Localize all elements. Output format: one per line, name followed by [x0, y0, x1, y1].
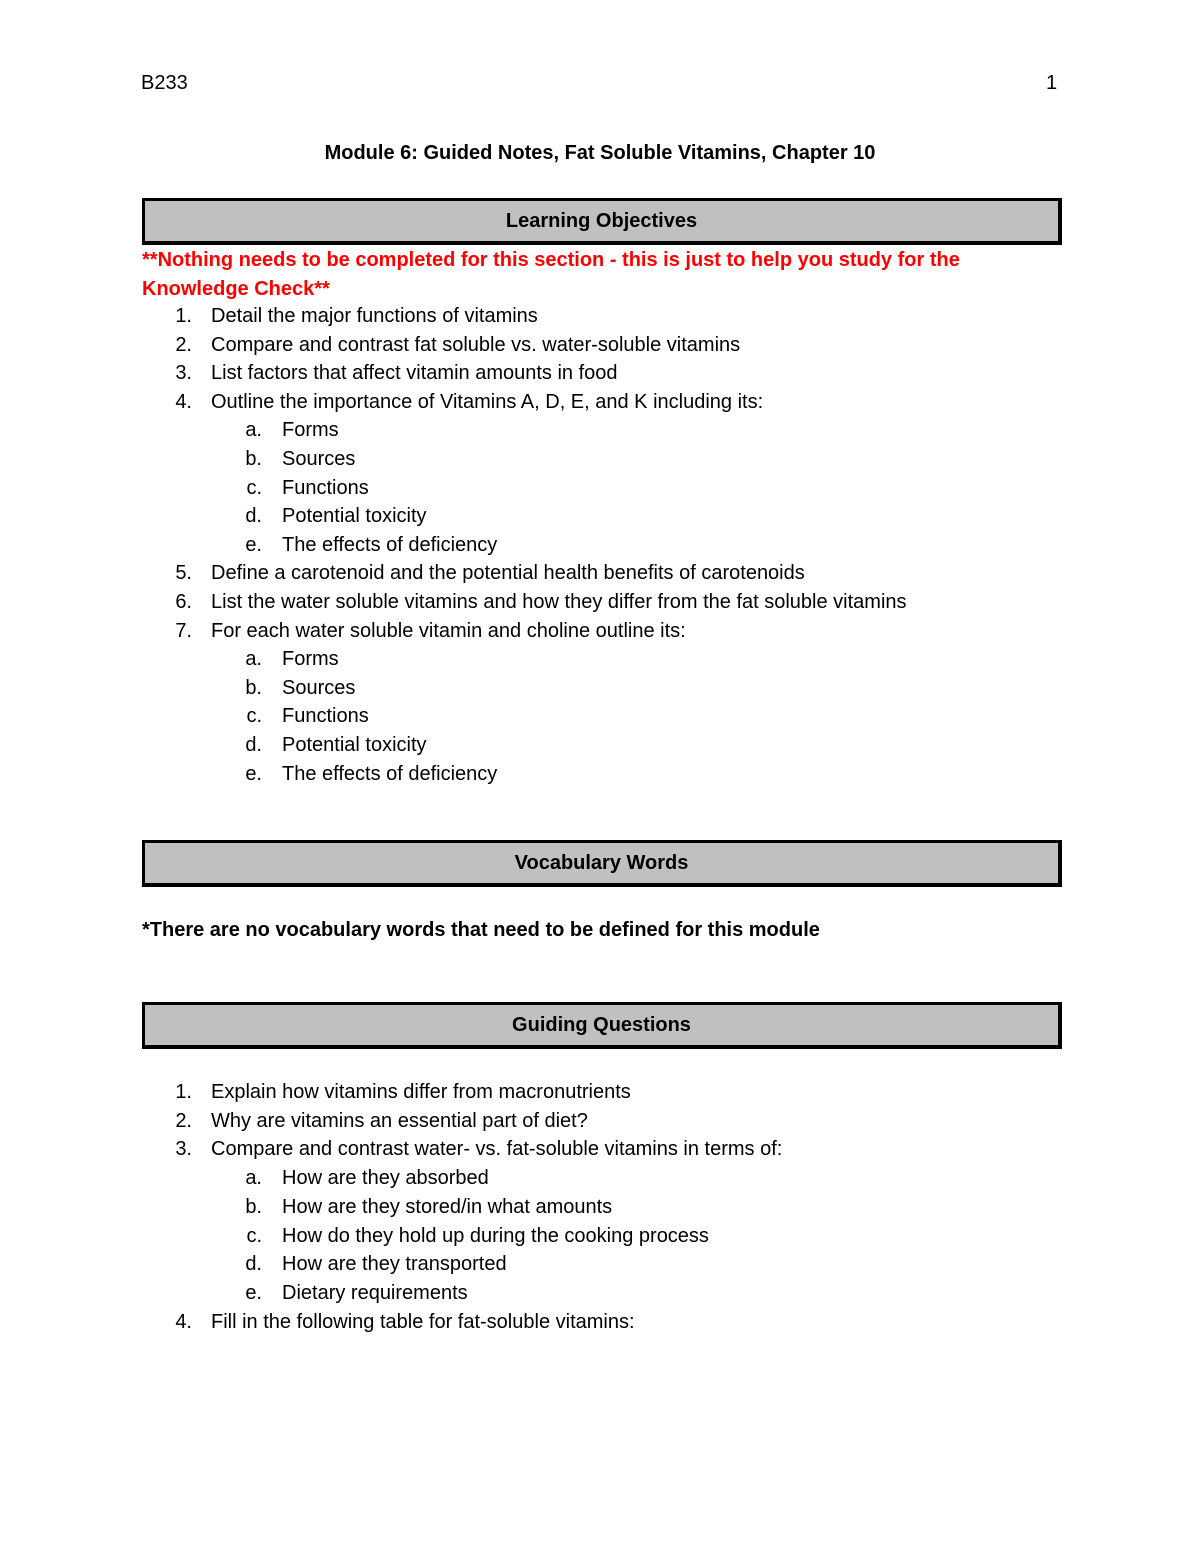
objective-item-text: Sources — [282, 448, 356, 470]
objective-item-text: Potential toxicity — [282, 734, 427, 756]
objective-item-text: Functions — [282, 476, 369, 499]
objective-item-marker: b. — [245, 676, 262, 699]
objective-item-marker: a. — [245, 419, 262, 442]
question-item-marker: 3. — [175, 1138, 192, 1161]
objective-item-marker: e. — [245, 533, 262, 556]
question-item-text: Compare and contrast water- vs. fat-soluble vitamins in terms of: — [211, 1138, 783, 1161]
question-item-marker: a. — [245, 1167, 262, 1190]
objective-item-marker: 4. — [175, 390, 192, 413]
vocabulary-heading: Vocabulary Words — [142, 840, 1062, 887]
question-item-marker: d. — [245, 1253, 262, 1276]
objective-item-marker: 7. — [175, 619, 192, 642]
objective-item-text: List the water soluble vitamins and how they differ from the fat soluble vitamins — [211, 591, 907, 613]
question-item-marker: 4. — [175, 1310, 192, 1333]
study-note-line-2: Knowledge Check** — [142, 278, 330, 300]
page-title: Module 6: Guided Notes, Fat Soluble Vitamins, Chapter 10 — [324, 142, 876, 164]
objective-item-text: Forms — [282, 419, 339, 442]
question-item-text: Fill in the following table for fat-soluble vitamins: — [211, 1310, 635, 1333]
question-item-text: Explain how vitamins differ from macronutrients — [211, 1081, 631, 1103]
objective-item-marker: 1. — [175, 305, 192, 327]
question-item-text: Dietary requirements — [282, 1281, 468, 1304]
objective-item-marker: a. — [245, 648, 262, 671]
objective-item-marker: 5. — [175, 562, 192, 585]
objective-item-marker: 2. — [175, 333, 192, 356]
objective-item-text: Forms — [282, 648, 339, 671]
guiding-questions-heading: Guiding Questions — [142, 1002, 1062, 1049]
objective-item-text: The effects of deficiency — [282, 533, 498, 556]
objective-item-text: Potential toxicity — [282, 505, 427, 528]
objective-item-text: For each water soluble vitamin and choline outline its: — [211, 619, 686, 642]
question-item-text: Why are vitamins an essential part of diet? — [211, 1109, 588, 1132]
question-item-text: How are they absorbed — [282, 1167, 489, 1190]
objective-item-text: Detail the major functions of vitamins — [211, 305, 538, 327]
study-note — [142, 246, 960, 304]
question-item-marker: 2. — [175, 1109, 192, 1132]
objective-item-text: Outline the importance of Vitamins A, D, E, and K including its: — [211, 390, 764, 413]
question-item-marker: b. — [245, 1195, 262, 1218]
question-item-marker: c. — [246, 1224, 262, 1247]
course-code: B233 — [141, 72, 188, 94]
question-item-marker: e. — [245, 1281, 262, 1304]
question-item-text: How do they hold up during the cooking process — [282, 1224, 709, 1247]
objective-item-text: Sources — [282, 676, 356, 699]
question-item-text: How are they stored/in what amounts — [282, 1195, 613, 1218]
objective-item-text: Compare and contrast fat soluble vs. water-soluble vitamins — [211, 333, 741, 356]
question-item-text: How are they transported — [282, 1253, 507, 1276]
objective-item-text: The effects of deficiency — [282, 762, 498, 785]
objective-item-marker: e. — [245, 762, 262, 785]
objective-item-marker: b. — [245, 448, 262, 470]
vocabulary-note: *There are no vocabulary words that need to be defined for this module — [142, 919, 820, 941]
objective-item-marker: d. — [245, 734, 262, 756]
objective-item-marker: d. — [245, 505, 262, 528]
objective-item-text: List factors that affect vitamin amounts in food — [211, 362, 618, 385]
question-item-marker: 1. — [175, 1081, 192, 1103]
objective-item-text: Functions — [282, 705, 369, 728]
objective-item-marker: c. — [246, 476, 262, 499]
objective-item-marker: 6. — [175, 591, 192, 613]
page-number: 1 — [1046, 72, 1058, 94]
objective-item-marker: c. — [246, 705, 262, 728]
objective-item-marker: 3. — [175, 362, 192, 385]
study-note-line-1: **Nothing needs to be completed for this section - this is just to help you study for the — [142, 249, 960, 271]
objective-item-text: Define a carotenoid and the potential health benefits of carotenoids — [211, 562, 805, 585]
learning-objectives-heading: Learning Objectives — [142, 198, 1062, 245]
